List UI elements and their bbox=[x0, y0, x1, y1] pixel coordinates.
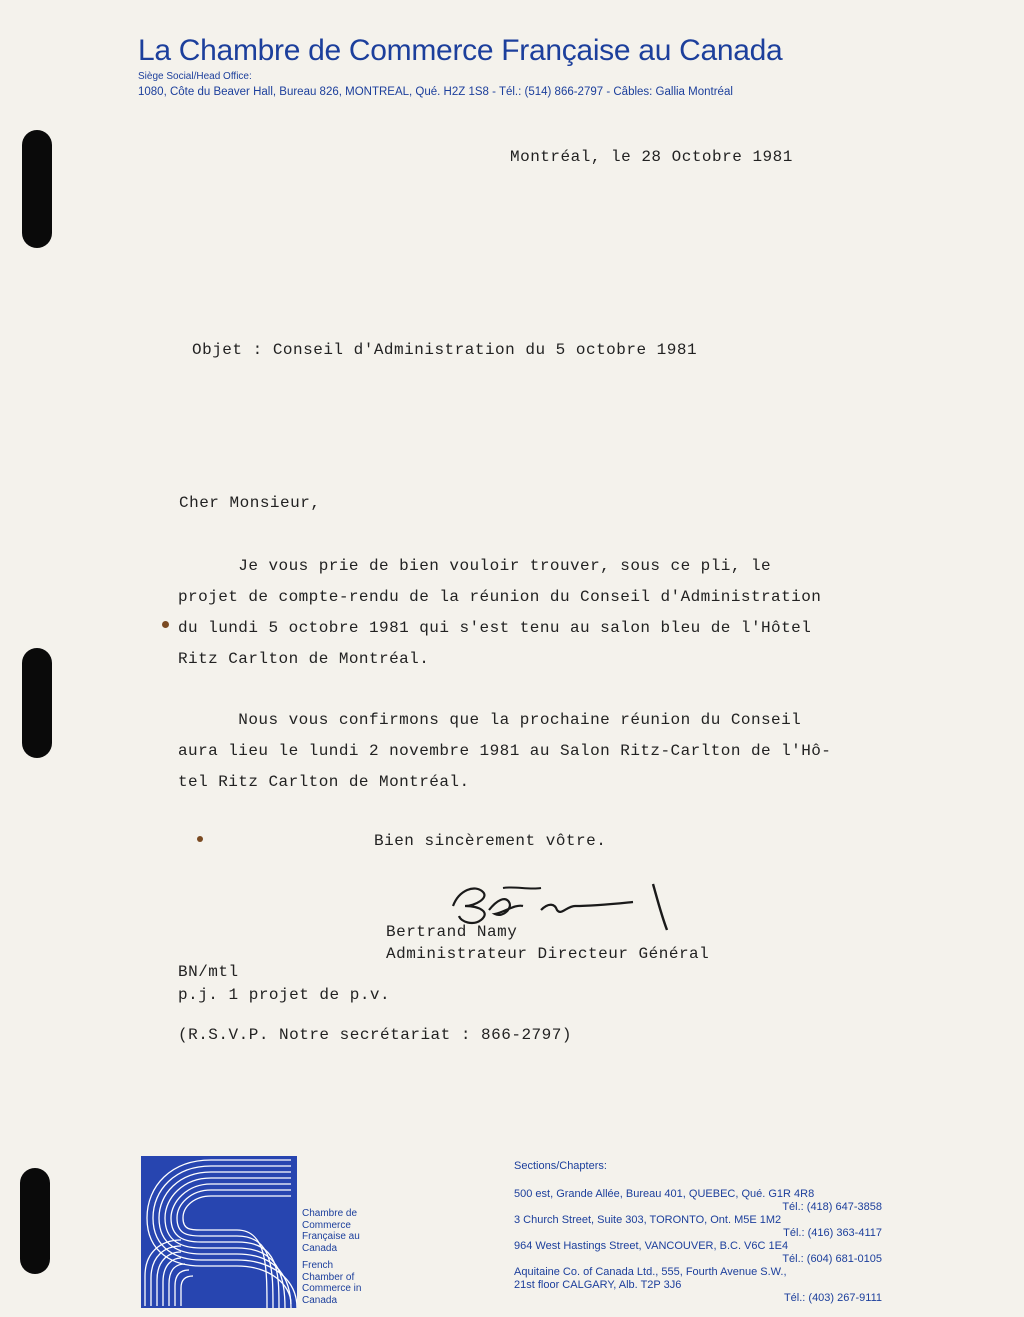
chapter-phone: Tél.: (403) 267-9111 bbox=[783, 1292, 882, 1304]
paragraph-1 bbox=[178, 551, 968, 675]
chapter-phone: Tél.: (418) 647-3858 bbox=[782, 1201, 882, 1213]
ink-spot bbox=[162, 621, 169, 628]
logo-caption-line: Commerce bbox=[302, 1219, 351, 1231]
chapter-address: 21st floor CALGARY, Alb. T2P 3J6 bbox=[514, 1279, 682, 1291]
rsvp-note: (R.S.V.P. Notre secrétariat : 866-2797) bbox=[178, 1026, 572, 1044]
chamber-logo bbox=[141, 1156, 297, 1308]
binder-hole-middle bbox=[22, 648, 52, 758]
logo-caption-line: Chambre de bbox=[302, 1208, 358, 1219]
paragraph-2 bbox=[178, 705, 968, 798]
reference-initials: BN/mtl bbox=[178, 963, 239, 981]
letter-subject: Objet : Conseil d'Administration du 5 octobre 1981 bbox=[192, 341, 698, 359]
binder-hole-bottom bbox=[20, 1168, 50, 1274]
chapter-address: 964 West Hastings Street, VANCOUVER, B.C. V6C 1E4 bbox=[514, 1240, 789, 1252]
chapter-address: 500 est, Grande Allée, Bureau 401, QUEBEC, Qué. G1R 4R8 bbox=[514, 1188, 815, 1200]
chapter-phone: Tél.: (416) 363-4117 bbox=[783, 1227, 882, 1239]
paragraph-1-line: Je vous prie de bien vouloir trouver, sous ce pli, le bbox=[178, 557, 772, 575]
logo-caption-line: Chamber of bbox=[302, 1271, 355, 1283]
chapters-heading: Sections/Chapters: bbox=[514, 1160, 607, 1172]
letter-date: Montréal, le 28 Octobre 1981 bbox=[510, 148, 793, 166]
logo-caption-line: Française au bbox=[302, 1231, 360, 1242]
chapter-address: Aquitaine Co. of Canada Ltd., 555, Fourth Avenue S.W., bbox=[514, 1266, 787, 1278]
paragraph-2-line: Nous vous confirmons que la prochaine réunion du Conseil bbox=[178, 711, 802, 729]
ink-spot bbox=[197, 836, 203, 842]
paragraph-1-line: Ritz Carlton de Montréal. bbox=[178, 650, 430, 668]
chapters-list bbox=[514, 1160, 894, 1305]
signer-title: Administrateur Directeur Général bbox=[386, 945, 710, 963]
head-office-address: 1080, Côte du Beaver Hall, Bureau 826, MONTREAL, Qué. H2Z 1S8 - Tél.: (514) 866-2797 - Câbles: Gallia Montréal bbox=[138, 86, 733, 98]
logo-caption-line: Canada bbox=[302, 1242, 338, 1254]
letterhead-title: La Chambre de Commerce Française au Canada bbox=[138, 34, 783, 67]
logo-caption-line: French bbox=[302, 1260, 334, 1271]
head-office-label: Siège Social/Head Office: bbox=[138, 71, 252, 82]
chapter-address: 3 Church Street, Suite 303, TORONTO, Ont. M5E 1M2 bbox=[514, 1214, 782, 1226]
logo-caption-line: Canada bbox=[302, 1294, 338, 1306]
paragraph-2-line: aura lieu le lundi 2 novembre 1981 au Salon Ritz-Carlton de l'Hô- bbox=[178, 742, 832, 760]
logo-caption bbox=[302, 1208, 392, 1306]
logo-caption-line: Commerce in bbox=[302, 1283, 362, 1294]
enclosure-note: p.j. 1 projet de p.v. bbox=[178, 986, 391, 1004]
binder-hole-top bbox=[22, 130, 52, 248]
paragraph-1-line: projet de compte-rendu de la réunion du Conseil d'Administration bbox=[178, 588, 822, 606]
signer-name: Bertrand Namy bbox=[386, 923, 518, 941]
chapter-phone: Tél.: (604) 681-0105 bbox=[782, 1253, 882, 1265]
paragraph-1-line: du lundi 5 octobre 1981 qui s'est tenu au salon bleu de l'Hôtel bbox=[178, 619, 812, 637]
paragraph-2-line: tel Ritz Carlton de Montréal. bbox=[178, 773, 470, 791]
closing: Bien sincèrement vôtre. bbox=[374, 832, 607, 850]
salutation: Cher Monsieur, bbox=[179, 494, 321, 512]
logo-swirl-icon bbox=[141, 1156, 297, 1308]
